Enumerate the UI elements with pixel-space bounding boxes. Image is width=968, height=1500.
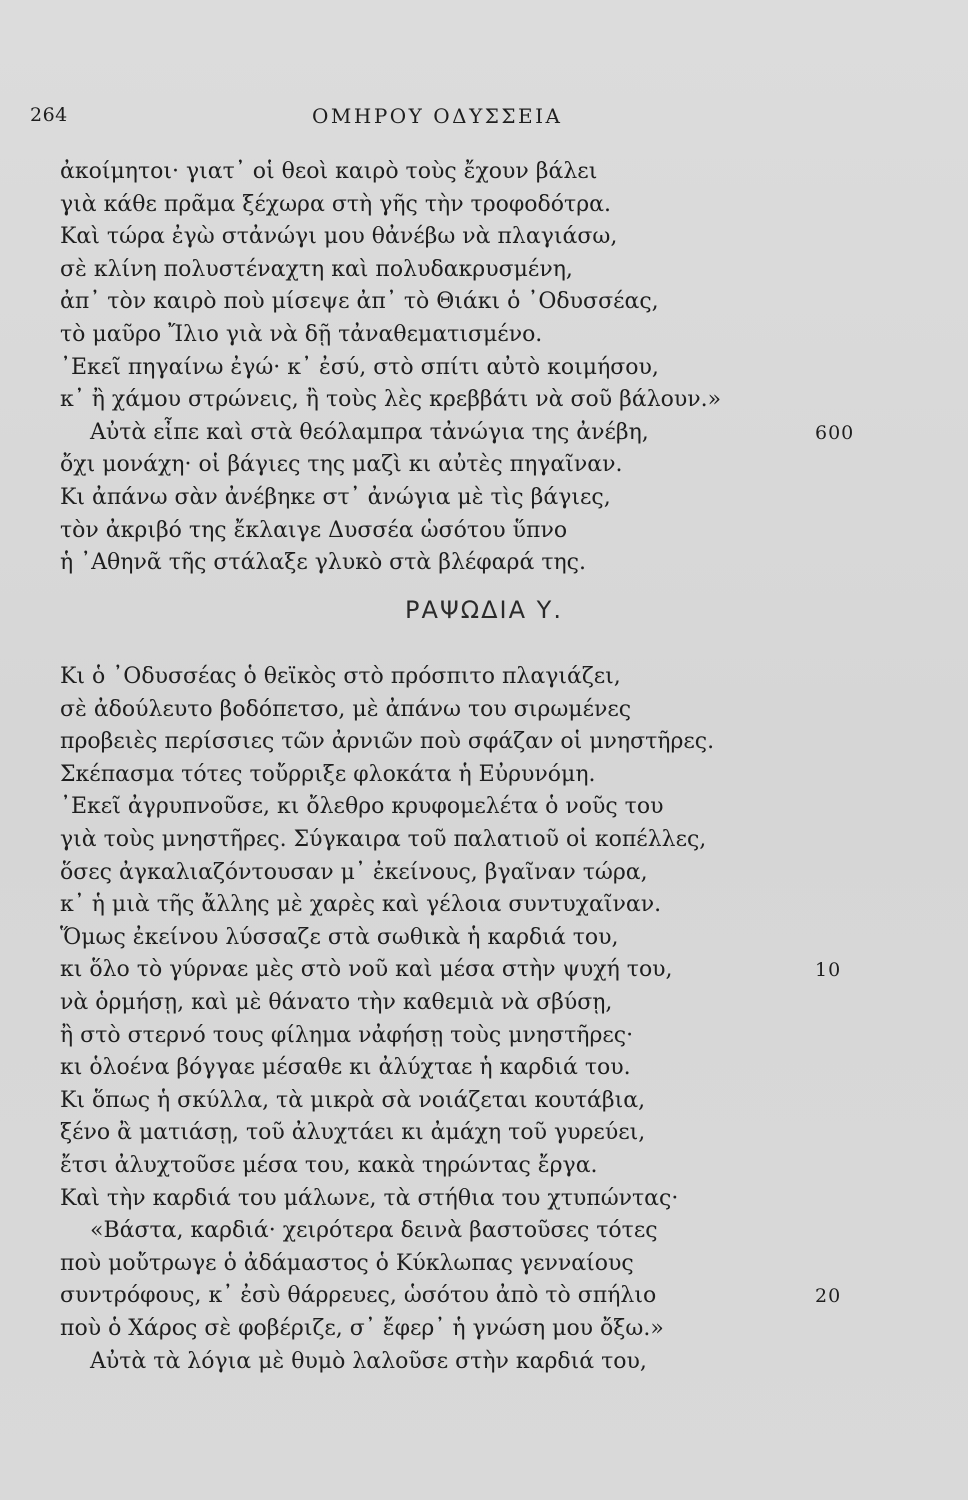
verse-line [0,660,968,694]
verse-line [0,416,968,450]
verse-text: Αὐτὰ τὰ λόγια μὲ θυμὸ λαλοῦσε στὴν καρδιά του, [90,1348,647,1374]
verse-line [0,1312,968,1346]
verse-text: ἢ στὸ στερνό τους φίλημα νἀφήσῃ τοὺς μνηστῆρες· [60,1022,634,1048]
page-number: 264 [30,104,68,126]
verse-text: τὸ μαῦρο Ἴλιο γιὰ νὰ δῇ τἀναθεματισμένο. [60,322,543,347]
verse-text: ἀπ᾽ τὸν καιρὸ ποὺ μίσεψε ἀπ᾽ τὸ Θιάκι ὁ ᾿Οδυσσέας, [60,289,659,315]
verse-text: ἔτσι ἀλυχτοῦσε μέσα του, κακὰ τηρώντας ἔργα. [60,1153,598,1178]
line-number: 600 [815,421,855,444]
verse-line [0,953,968,987]
verse-line [0,1247,968,1281]
verse-text: ᾿Εκεῖ ἀγρυπνοῦσε, κι ὄλεθρο κρυφομελέτα ὁ νοῦς του [60,794,664,820]
verse-text: Κι ὅπως ἡ σκύλλα, τὰ μικρὰ σὰ νοιάζεται κουτάβια, [60,1087,646,1113]
verse-text: Καὶ τὴν καρδιά του μάλωνε, τὰ στήθια του χτυπώντας· [60,1185,679,1211]
line-number: 20 [815,1285,842,1308]
verse-text: ὅσες ἀγκαλιαζόντουσαν μ᾽ ἐκείνους, βγαῖναν τώρα, [60,859,648,885]
verse-line [0,220,968,254]
verse-text: Κι ὁ ᾿Οδυσσέας ὁ θεϊκὸς στὸ πρόσπιτο πλαγιάζει, [60,664,621,689]
page-header [0,100,968,134]
verse-text: συντρόφους, κ᾽ ἐσὺ θάρρευες, ὡσότου ἀπὸ τὸ σπήλιο [60,1283,657,1309]
verse-text: προβειὲς περίσσιες τῶν ἀρνιῶν ποὺ σφάζαν οἱ μνηστῆρες. [60,729,715,755]
verse-text: ἀκοίμητοι· γιατ᾽ οἱ θεοὶ καιρὸ τοὺς ἔχουν βάλει [60,159,598,184]
verse-line [0,1051,968,1085]
verse-line [0,514,968,548]
verse-line [0,253,968,287]
verse-line [0,986,968,1020]
verse-line [0,1149,968,1183]
verse-line [0,318,968,352]
verse-text: Κι ἀπάνω σὰν ἀνέβηκε στ᾽ ἀνώγια μὲ τὶς βάγιες, [60,485,611,510]
line-number: 10 [815,959,842,982]
running-title: ΟΜΗΡΟΥ ΟΔΥΣΣΕΙΑ [312,104,563,128]
verse-line [0,1019,968,1053]
verse-line [0,888,968,922]
verse-line [0,285,968,319]
verse-text: νὰ ὁρμήσῃ, καὶ μὲ θάνατο τὴν καθεμιὰ νὰ σβύσῃ, [60,990,613,1015]
verse-text: Αὐτὰ εἶπε καὶ στὰ θεόλαμπρα τἀνώγια της ἀνέβη, [90,419,649,445]
verse-line [0,921,968,955]
verse-line [0,790,968,824]
verse-line [0,1084,968,1118]
verse-line [0,188,968,222]
rhapsody-title: ΡΑΨΩΔΙΑ Υ. [405,596,563,624]
verse-line [0,1116,968,1150]
verse-text: Καὶ τώρα ἐγὼ στἀνώγι μου θἀνέβω νὰ πλαγιάσω, [60,224,618,250]
verse-text: κι ὅλο τὸ γύρναε μὲς στὸ νοῦ καὶ μέσα στὴν ψυχή του, [60,957,673,983]
verse-line [0,1279,968,1313]
verse-text: γιὰ κάθε πρᾶμα ξέχωρα στὴ γῆς τὴν τροφοδότρα. [60,191,611,217]
verse-text: ὄχι μονάχη· οἱ βάγιες της μαζὶ κι αὐτὲς πηγαῖναν. [60,452,623,478]
verse-line [0,856,968,890]
verse-text: ποὺ ὁ Χάρος σὲ φοβέριζε, σ᾽ ἔφερ᾽ ἡ γνώση μου ὄξω.» [60,1316,664,1341]
verse-text: Σκέπασμα τότες τοὔρριξε φλοκάτα ἡ Εὐρυνόμη. [60,761,596,787]
verse-text: ᾿Εκεῖ πηγαίνω ἐγώ· κ᾽ ἐσύ, στὸ σπίτι αὐτὸ κοιμήσου, [60,354,659,380]
verse-line [0,546,968,580]
verse-text: κ᾽ ἡ μιὰ τῆς ἄλλης μὲ χαρὲς καὶ γέλοια συντυχαῖναν. [60,892,662,918]
verse-text: Ὅμως ἐκείνου λύσσαζε στὰ σωθικὰ ἡ καρδιά του, [60,924,619,950]
verse-text: κι ὁλοένα βόγγαε μέσαθε κι ἀλύχταε ἡ καρδιά του. [60,1055,631,1081]
verse-line [0,1182,968,1216]
verse-text: ξένο ἂ ματιάσῃ, τοῦ ἀλυχτάει κι ἀμάχη τοῦ γυρεύει, [60,1120,646,1146]
verse-text: τὸν ἀκριβό της ἔκλαιγε Δυσσέα ὡσότου ὕπνο [60,517,568,543]
verse-text: ποὺ μοὔτρωγε ὁ ἀδάμαστος ὁ Κύκλωπας γενναίους [60,1250,634,1276]
verse-line [0,725,968,759]
verse-text: σὲ κλίνη πολυστέναχτη καὶ πολυδακρυσμένη, [60,256,573,282]
verse-text: σὲ ἀδούλευτο βοδόπετσο, μὲ ἀπάνω του σιρωμένες [60,696,632,722]
verse-line [0,351,968,385]
verse-line [0,1214,968,1248]
verse-line [0,823,968,857]
verse-text: ἡ ᾿Αθηνᾶ τῆς στάλαξε γλυκὸ στὰ βλέφαρά της. [60,550,586,576]
verse-line [0,693,968,727]
verse-line [0,758,968,792]
verse-line [0,1345,968,1379]
verse-text: κ᾽ ἢ χάμου στρώνεις, ἢ τοὺς λὲς κρεββάτι νὰ σοῦ βάλουν.» [60,387,722,413]
verse-line [0,448,968,482]
verse-line [0,155,968,189]
verse-text: γιὰ τοὺς μνηστῆρες. Σύγκαιρα τοῦ παλατιοῦ οἱ κοπέλλες, [60,827,707,852]
verse-line [0,481,968,515]
verse-line [0,383,968,417]
verse-text: «Βάστα, καρδιά· χειρότερα δεινὰ βαστοῦσες τότες [90,1218,658,1244]
